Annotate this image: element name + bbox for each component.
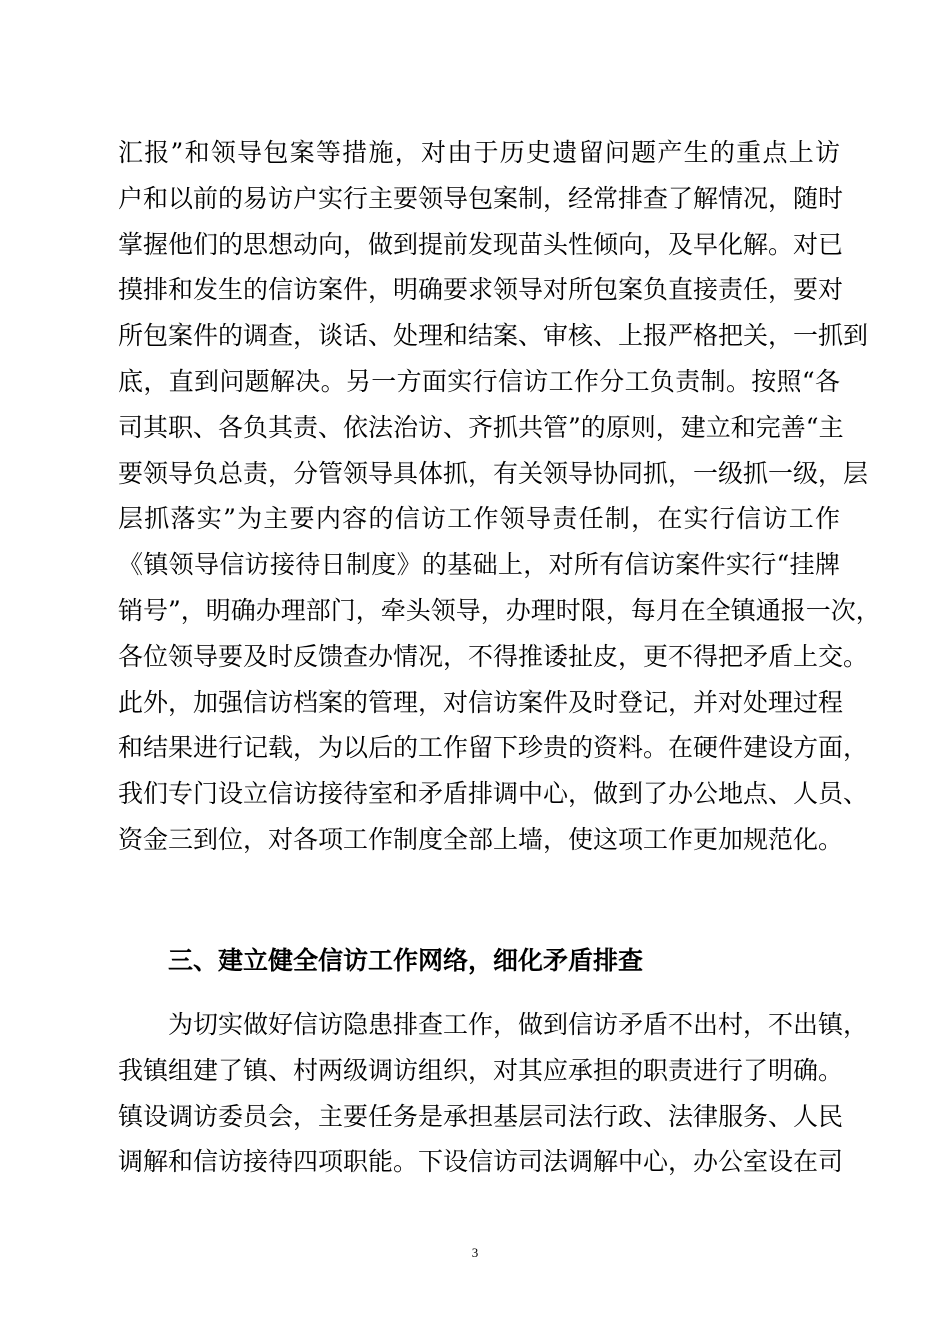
body-paragraph-1 bbox=[118, 130, 881, 863]
text-line: 所包案件的调查，谈话、处理和结案、审核、上报严格把关，一抓到 bbox=[118, 321, 869, 351]
text-line: 和结果进行记载，为以后的工作留下珍贵的资料。在硬件建设方面， bbox=[118, 733, 869, 763]
section-heading: 三、建立健全信访工作网络，细化矛盾排查 bbox=[168, 946, 644, 975]
text-line: 我镇组建了镇、村两级调访组织，对其应承担的职责进行了明确。 bbox=[118, 1055, 844, 1085]
text-line: 此外，加强信访档案的管理，对信访案件及时登记，并对处理过程 bbox=[118, 687, 844, 717]
text-line: 我们专门设立信访接待室和矛盾排调中心，做到了办公地点、人员、 bbox=[118, 779, 869, 809]
text-line: 层抓落实”为主要内容的信访工作领导责任制，在实行信访工作 bbox=[118, 504, 840, 534]
text-line: 底，直到问题解决。另一方面实行信访工作分工负责制。按照“各 bbox=[118, 366, 840, 396]
text-line: 司其职、各负其责、依法治访、齐抓共管”的原则，建立和完善“主 bbox=[118, 412, 844, 442]
text-line: 为切实做好信访隐患排查工作，做到信访矛盾不出村，不出镇， bbox=[168, 1010, 869, 1039]
text-line: 各位领导要及时反馈查办情况，不得推诿扯皮，更不得把矛盾上交。 bbox=[118, 641, 869, 671]
body-paragraph-2 bbox=[118, 1002, 869, 1185]
text-line: 掌握他们的思想动向，做到提前发现苗头性倾向，及早化解。对已 bbox=[118, 229, 844, 259]
text-line: 摸排和发生的信访案件，明确要求领导对所包案负直接责任，要对 bbox=[118, 275, 844, 305]
text-line: 调解和信访接待四项职能。下设信访司法调解中心，办公室设在司 bbox=[118, 1147, 844, 1177]
text-line: 镇设调访委员会，主要任务是承担基层司法行政、法律服务、人民 bbox=[118, 1101, 844, 1131]
text-line: 《镇领导信访接待日制度》的基础上，对所有信访案件实行“挂牌 bbox=[118, 550, 840, 580]
text-line: 资金三到位，对各项工作制度全部上墙，使这项工作更加规范化。 bbox=[118, 824, 844, 854]
page-number: 3 bbox=[471, 1245, 479, 1260]
text-line: 销号”，明确办理部门，牵头领导，办理时限，每月在全镇通报一次， bbox=[118, 595, 881, 625]
text-line: 汇报”和领导包案等措施，对由于历史遗留问题产生的重点上访 bbox=[118, 138, 840, 167]
text-line: 要领导负总责，分管领导具体抓，有关领导协同抓，一级抓一级，层 bbox=[118, 458, 869, 488]
text-line: 户和以前的易访户实行主要领导包案制，经常排查了解情况，随时 bbox=[118, 183, 844, 213]
